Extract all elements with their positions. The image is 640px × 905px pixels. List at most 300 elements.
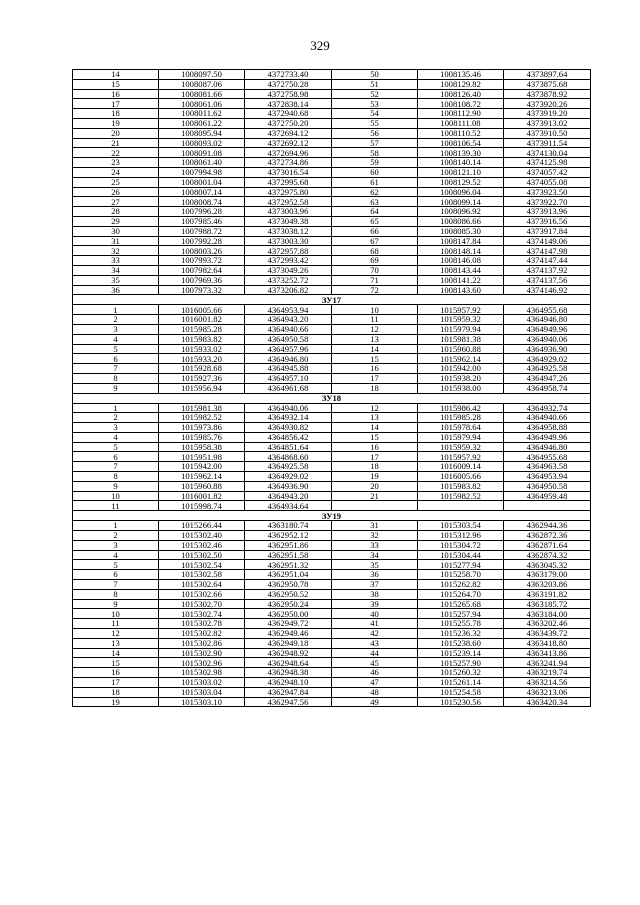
table-cell: 12 bbox=[73, 629, 159, 639]
table-cell: 41 bbox=[332, 619, 418, 629]
table-cell: 4364940.06 bbox=[504, 334, 591, 344]
table-cell: 21 bbox=[332, 491, 418, 501]
table-cell: 1015255.78 bbox=[418, 619, 504, 629]
section-header-row bbox=[73, 511, 591, 521]
table-cell: 1015938.20 bbox=[418, 373, 504, 383]
table-cell: 4372995.68 bbox=[245, 177, 332, 187]
table-cell: 4362952.12 bbox=[245, 531, 332, 541]
table-row bbox=[73, 383, 591, 393]
table-cell: 1007982.64 bbox=[159, 265, 245, 275]
table-row bbox=[73, 324, 591, 334]
table-cell: 51 bbox=[332, 79, 418, 89]
table-cell: 1015979.94 bbox=[418, 324, 504, 334]
table-cell: 3 bbox=[73, 423, 159, 433]
table-cell: 1016001.82 bbox=[159, 315, 245, 325]
table-cell: 7 bbox=[73, 462, 159, 472]
table-cell: 1015962.14 bbox=[159, 472, 245, 482]
table-cell: 4363180.74 bbox=[245, 521, 332, 531]
table-cell: 16 bbox=[73, 668, 159, 678]
table-cell: 1015264.70 bbox=[418, 589, 504, 599]
table-cell: 2 bbox=[73, 531, 159, 541]
table-cell: 17 bbox=[332, 452, 418, 462]
table-cell: 1015951.98 bbox=[159, 452, 245, 462]
table-row bbox=[73, 452, 591, 462]
table-cell: 1008139.30 bbox=[418, 148, 504, 158]
table-cell: 4373920.26 bbox=[504, 99, 591, 109]
coordinates-table-body bbox=[73, 70, 591, 707]
table-cell: 4363214.56 bbox=[504, 678, 591, 688]
table-cell: 1008091.08 bbox=[159, 148, 245, 158]
table-cell: 4364958.88 bbox=[504, 423, 591, 433]
table-cell: 13 bbox=[332, 334, 418, 344]
section-header-row bbox=[73, 295, 591, 305]
table-cell: 4372734.86 bbox=[245, 158, 332, 168]
table-cell: 1015302.78 bbox=[159, 619, 245, 629]
table-row bbox=[73, 334, 591, 344]
table-row bbox=[73, 305, 591, 315]
table-cell: 4373916.56 bbox=[504, 216, 591, 226]
table-cell: 36 bbox=[73, 285, 159, 295]
table-row bbox=[73, 609, 591, 619]
table-row bbox=[73, 354, 591, 364]
table-cell: 4363241.94 bbox=[504, 658, 591, 668]
table-cell: 1015960.88 bbox=[418, 344, 504, 354]
coordinates-table bbox=[72, 69, 591, 707]
table-cell: 4373919.20 bbox=[504, 109, 591, 119]
table-cell: 1015302.64 bbox=[159, 580, 245, 590]
table-cell: 1015302.66 bbox=[159, 589, 245, 599]
table-cell: 32 bbox=[332, 531, 418, 541]
table-row bbox=[73, 403, 591, 413]
table-cell bbox=[418, 501, 504, 511]
table-cell: 4364943.20 bbox=[245, 315, 332, 325]
table-row bbox=[73, 275, 591, 285]
table-cell: 1008143.44 bbox=[418, 265, 504, 275]
table-cell: 47 bbox=[332, 678, 418, 688]
table-row bbox=[73, 138, 591, 148]
table-cell: 17 bbox=[73, 99, 159, 109]
table-cell: 12 bbox=[332, 403, 418, 413]
table-cell: 35 bbox=[73, 275, 159, 285]
table-cell: 1015302.58 bbox=[159, 570, 245, 580]
table-cell: 68 bbox=[332, 246, 418, 256]
table-cell: 13 bbox=[73, 638, 159, 648]
table-cell: 1008147.84 bbox=[418, 236, 504, 246]
table-cell: 72 bbox=[332, 285, 418, 295]
table-cell: 4373252.72 bbox=[245, 275, 332, 285]
table-cell: 1015986.42 bbox=[418, 403, 504, 413]
table-cell: 1015236.32 bbox=[418, 629, 504, 639]
table-cell: 21 bbox=[73, 138, 159, 148]
table-cell: 1015942.00 bbox=[159, 462, 245, 472]
table-cell: 4372694.12 bbox=[245, 128, 332, 138]
table-row bbox=[73, 619, 591, 629]
table-cell: 16 bbox=[332, 364, 418, 374]
table-cell: 4364934.64 bbox=[245, 501, 332, 511]
table-cell: 34 bbox=[73, 265, 159, 275]
table-row bbox=[73, 167, 591, 177]
table-cell: 5 bbox=[73, 442, 159, 452]
table-cell: 1015303.04 bbox=[159, 687, 245, 697]
table-cell: 4372750.20 bbox=[245, 118, 332, 128]
table-cell: 4362949.18 bbox=[245, 638, 332, 648]
table-cell: 62 bbox=[332, 187, 418, 197]
table-cell: 14 bbox=[332, 423, 418, 433]
table-cell: 4364929.02 bbox=[504, 354, 591, 364]
table-cell: 1015959.32 bbox=[418, 442, 504, 452]
table-row bbox=[73, 236, 591, 246]
table-cell: 1008146.08 bbox=[418, 256, 504, 266]
table-cell: 1015985.28 bbox=[418, 413, 504, 423]
table-cell: 4364957.10 bbox=[245, 373, 332, 383]
table-row bbox=[73, 265, 591, 275]
table-cell: 4373875.68 bbox=[504, 79, 591, 89]
table-row bbox=[73, 560, 591, 570]
table-cell: 1015985.76 bbox=[159, 432, 245, 442]
table-cell: 18 bbox=[73, 109, 159, 119]
table-cell: 4373917.84 bbox=[504, 226, 591, 236]
table-row bbox=[73, 678, 591, 688]
table-cell: 46 bbox=[332, 668, 418, 678]
table-cell: 61 bbox=[332, 177, 418, 187]
table-cell: 4364946.80 bbox=[504, 315, 591, 325]
table-cell: 1008140.14 bbox=[418, 158, 504, 168]
table-cell: 4363185.72 bbox=[504, 599, 591, 609]
table-cell: 4364936.90 bbox=[245, 481, 332, 491]
table-cell: 66 bbox=[332, 226, 418, 236]
table-cell: 4373016.54 bbox=[245, 167, 332, 177]
table-cell: 4372940.68 bbox=[245, 109, 332, 119]
table-row bbox=[73, 285, 591, 295]
table-cell: 4363219.74 bbox=[504, 668, 591, 678]
table-cell: 25 bbox=[73, 177, 159, 187]
table-row bbox=[73, 89, 591, 99]
table-cell: 64 bbox=[332, 207, 418, 217]
table-cell: 3 bbox=[73, 540, 159, 550]
table-row bbox=[73, 158, 591, 168]
table-cell: 31 bbox=[332, 521, 418, 531]
table-cell: 5 bbox=[73, 560, 159, 570]
table-cell: 6 bbox=[73, 452, 159, 462]
table-row bbox=[73, 177, 591, 187]
table-cell: 1015957.92 bbox=[418, 305, 504, 315]
table-cell: 1016009.14 bbox=[418, 462, 504, 472]
table-cell: 4364953.94 bbox=[504, 472, 591, 482]
table-cell: 1015239.14 bbox=[418, 648, 504, 658]
table-cell: 4374137.56 bbox=[504, 275, 591, 285]
section-header-row bbox=[73, 393, 591, 403]
table-cell: 4374149.06 bbox=[504, 236, 591, 246]
table-cell: 1015261.14 bbox=[418, 678, 504, 688]
table-cell: 1015238.60 bbox=[418, 638, 504, 648]
table-cell: 4362947.56 bbox=[245, 697, 332, 707]
table-cell: 1015302.46 bbox=[159, 540, 245, 550]
table-cell: 4362951.04 bbox=[245, 570, 332, 580]
table-cell: 20 bbox=[73, 128, 159, 138]
table-cell: 9 bbox=[73, 481, 159, 491]
table-cell: 4364943.20 bbox=[245, 491, 332, 501]
table-cell: 4364950.58 bbox=[245, 334, 332, 344]
table-cell: 1007992.28 bbox=[159, 236, 245, 246]
table-cell: 4373003.96 bbox=[245, 207, 332, 217]
table-row bbox=[73, 580, 591, 590]
table-cell: 10 bbox=[332, 305, 418, 315]
table-cell: 4373049.26 bbox=[245, 265, 332, 275]
table-row bbox=[73, 364, 591, 374]
table-cell: 1015942.00 bbox=[418, 364, 504, 374]
table-cell: 1015230.56 bbox=[418, 697, 504, 707]
table-cell: 14 bbox=[332, 344, 418, 354]
table-cell: 1015956.94 bbox=[159, 383, 245, 393]
table-row bbox=[73, 109, 591, 119]
table-cell: 29 bbox=[73, 216, 159, 226]
table-cell: 1015266.44 bbox=[159, 521, 245, 531]
table-cell: 19 bbox=[73, 697, 159, 707]
table-cell: 1008143.60 bbox=[418, 285, 504, 295]
table-cell: 1008111.08 bbox=[418, 118, 504, 128]
table-cell: 1007996.28 bbox=[159, 207, 245, 217]
table-row bbox=[73, 668, 591, 678]
section-title: ЗУ18 bbox=[73, 393, 591, 403]
table-cell: 4372838.14 bbox=[245, 99, 332, 109]
table-cell: 1007993.72 bbox=[159, 256, 245, 266]
table-cell: 45 bbox=[332, 658, 418, 668]
table-cell: 1015302.96 bbox=[159, 658, 245, 668]
table-cell: 4364961.68 bbox=[245, 383, 332, 393]
table-cell: 4364958.74 bbox=[504, 383, 591, 393]
table-cell: 1015927.36 bbox=[159, 373, 245, 383]
table-cell: 43 bbox=[332, 638, 418, 648]
table-cell: 1015262.82 bbox=[418, 580, 504, 590]
section-title: ЗУ17 bbox=[73, 295, 591, 305]
table-row bbox=[73, 128, 591, 138]
table-cell: 1008148.14 bbox=[418, 246, 504, 256]
table-row bbox=[73, 197, 591, 207]
table-row bbox=[73, 344, 591, 354]
table-cell: 4373049.38 bbox=[245, 216, 332, 226]
table-cell: 4362950.78 bbox=[245, 580, 332, 590]
table-cell bbox=[504, 501, 591, 511]
table-cell: 1007969.36 bbox=[159, 275, 245, 285]
table-cell: 1015933.02 bbox=[159, 344, 245, 354]
table-cell: 1008081.66 bbox=[159, 89, 245, 99]
table-row bbox=[73, 226, 591, 236]
table-cell: 1008096.04 bbox=[418, 187, 504, 197]
table-cell: 1008110.52 bbox=[418, 128, 504, 138]
table-cell: 1008008.74 bbox=[159, 197, 245, 207]
table-row bbox=[73, 697, 591, 707]
table-cell: 4364955.68 bbox=[504, 305, 591, 315]
table-cell: 1015982.52 bbox=[418, 491, 504, 501]
table-cell: 31 bbox=[73, 236, 159, 246]
table-cell: 4372733.40 bbox=[245, 70, 332, 80]
table-cell: 26 bbox=[73, 187, 159, 197]
table-row bbox=[73, 442, 591, 452]
table-cell: 5 bbox=[73, 344, 159, 354]
table-row bbox=[73, 207, 591, 217]
table-cell: 4363179.00 bbox=[504, 570, 591, 580]
table-cell: 27 bbox=[73, 197, 159, 207]
table-cell: 1015978.64 bbox=[418, 423, 504, 433]
table-cell: 2 bbox=[73, 413, 159, 423]
table-row bbox=[73, 648, 591, 658]
table-row bbox=[73, 599, 591, 609]
table-cell: 1015960.88 bbox=[159, 481, 245, 491]
table-cell: 1015983.82 bbox=[159, 334, 245, 344]
table-cell: 6 bbox=[73, 570, 159, 580]
table-cell: 1008001.04 bbox=[159, 177, 245, 187]
table-cell: 4364945.88 bbox=[245, 364, 332, 374]
table-cell: 4364949.96 bbox=[504, 432, 591, 442]
table-cell: 1008087.06 bbox=[159, 79, 245, 89]
table-cell: 4364856.42 bbox=[245, 432, 332, 442]
table-cell: 70 bbox=[332, 265, 418, 275]
table-cell: 49 bbox=[332, 697, 418, 707]
table-cell: 39 bbox=[332, 599, 418, 609]
table-cell: 59 bbox=[332, 158, 418, 168]
table-cell: 4362949.72 bbox=[245, 619, 332, 629]
table-cell: 4373003.30 bbox=[245, 236, 332, 246]
table-cell: 1015312.96 bbox=[418, 531, 504, 541]
table-cell: 4362951.32 bbox=[245, 560, 332, 570]
table-cell: 11 bbox=[332, 315, 418, 325]
table-cell: 4363184.00 bbox=[504, 609, 591, 619]
table-cell: 1008129.82 bbox=[418, 79, 504, 89]
table-cell: 4374055.08 bbox=[504, 177, 591, 187]
table-cell: 1008106.54 bbox=[418, 138, 504, 148]
table-cell: 4373923.50 bbox=[504, 187, 591, 197]
table-cell: 4 bbox=[73, 334, 159, 344]
table-row bbox=[73, 246, 591, 256]
table-row bbox=[73, 423, 591, 433]
table-cell: 42 bbox=[332, 629, 418, 639]
table-cell: 18 bbox=[332, 383, 418, 393]
table-cell: 4 bbox=[73, 550, 159, 560]
table-cell: 4364953.94 bbox=[245, 305, 332, 315]
table-cell: 16 bbox=[332, 442, 418, 452]
table-cell: 17 bbox=[332, 373, 418, 383]
table-cell: 4362950.24 bbox=[245, 599, 332, 609]
table-cell: 33 bbox=[332, 540, 418, 550]
table-cell: 15 bbox=[332, 432, 418, 442]
table-cell: 1008129.52 bbox=[418, 177, 504, 187]
table-cell: 1008007.14 bbox=[159, 187, 245, 197]
table-cell: 4362951.58 bbox=[245, 550, 332, 560]
table-row bbox=[73, 531, 591, 541]
table-cell: 4374137.92 bbox=[504, 265, 591, 275]
table-row bbox=[73, 687, 591, 697]
table-cell: 8 bbox=[73, 472, 159, 482]
table-cell: 1015302.54 bbox=[159, 560, 245, 570]
table-cell: 4372975.80 bbox=[245, 187, 332, 197]
table-cell: 1008097.50 bbox=[159, 70, 245, 80]
table-cell: 4362949.46 bbox=[245, 629, 332, 639]
table-cell: 23 bbox=[73, 158, 159, 168]
table-cell: 4374125.98 bbox=[504, 158, 591, 168]
table-cell: 1015973.86 bbox=[159, 423, 245, 433]
table-cell: 1015985.28 bbox=[159, 324, 245, 334]
table-cell: 1015302.74 bbox=[159, 609, 245, 619]
table-cell: 4363191.82 bbox=[504, 589, 591, 599]
table-cell: 24 bbox=[73, 167, 159, 177]
table-row bbox=[73, 638, 591, 648]
table-cell: 9 bbox=[73, 599, 159, 609]
table-cell: 67 bbox=[332, 236, 418, 246]
table-cell: 1015302.50 bbox=[159, 550, 245, 560]
table-cell: 1008135.46 bbox=[418, 70, 504, 80]
table-cell: 1007988.72 bbox=[159, 226, 245, 236]
table-cell: 4364946.80 bbox=[504, 442, 591, 452]
table-cell: 4373038.12 bbox=[245, 226, 332, 236]
table-cell: 10 bbox=[73, 491, 159, 501]
table-cell: 4362948.10 bbox=[245, 678, 332, 688]
table-cell: 32 bbox=[73, 246, 159, 256]
table-cell: 2 bbox=[73, 315, 159, 325]
table-cell: 4362950.00 bbox=[245, 609, 332, 619]
table-cell: 1015303.02 bbox=[159, 678, 245, 688]
table-cell: 1008112.90 bbox=[418, 109, 504, 119]
table-cell: 1008061.40 bbox=[159, 158, 245, 168]
table-cell: 50 bbox=[332, 70, 418, 80]
table-cell: 4373913.02 bbox=[504, 118, 591, 128]
table-row bbox=[73, 70, 591, 80]
table-row bbox=[73, 118, 591, 128]
table-cell: 4374130.04 bbox=[504, 148, 591, 158]
table-row bbox=[73, 413, 591, 423]
table-cell bbox=[332, 501, 418, 511]
table-cell: 4374147.98 bbox=[504, 246, 591, 256]
table-cell: 1016001.82 bbox=[159, 491, 245, 501]
table-cell: 1015981.38 bbox=[159, 403, 245, 413]
table-cell: 1015303.10 bbox=[159, 697, 245, 707]
table-cell: 4364940.66 bbox=[245, 324, 332, 334]
table-cell: 1015959.32 bbox=[418, 315, 504, 325]
table-cell: 54 bbox=[332, 109, 418, 119]
table-cell: 4373913.96 bbox=[504, 207, 591, 217]
table-cell: 4372758.98 bbox=[245, 89, 332, 99]
table-cell: 17 bbox=[73, 678, 159, 688]
table-cell: 4 bbox=[73, 432, 159, 442]
table-cell: 30 bbox=[73, 226, 159, 236]
table-cell: 1008061.06 bbox=[159, 99, 245, 109]
table-cell: 19 bbox=[73, 118, 159, 128]
table-cell: 1007973.32 bbox=[159, 285, 245, 295]
table-cell: 4364963.58 bbox=[504, 462, 591, 472]
table-cell: 4362947.84 bbox=[245, 687, 332, 697]
table-cell: 4363203.86 bbox=[504, 580, 591, 590]
table-cell: 4364947.26 bbox=[504, 373, 591, 383]
table-cell: 4362948.38 bbox=[245, 668, 332, 678]
table-cell: 4364868.60 bbox=[245, 452, 332, 462]
table-cell: 1015302.82 bbox=[159, 629, 245, 639]
table-row bbox=[73, 658, 591, 668]
table-cell: 56 bbox=[332, 128, 418, 138]
table-cell: 1016005.66 bbox=[159, 305, 245, 315]
table-row bbox=[73, 187, 591, 197]
table-cell: 1007985.46 bbox=[159, 216, 245, 226]
table-cell: 65 bbox=[332, 216, 418, 226]
table-row bbox=[73, 550, 591, 560]
table-cell: 1015958.38 bbox=[159, 442, 245, 452]
table-cell: 1008108.72 bbox=[418, 99, 504, 109]
table-cell: 3 bbox=[73, 324, 159, 334]
table-row bbox=[73, 481, 591, 491]
table-cell: 1015277.94 bbox=[418, 560, 504, 570]
table-cell: 14 bbox=[73, 70, 159, 80]
table-cell: 57 bbox=[332, 138, 418, 148]
page-number: 329 bbox=[310, 38, 330, 53]
table-cell: 1015302.70 bbox=[159, 599, 245, 609]
